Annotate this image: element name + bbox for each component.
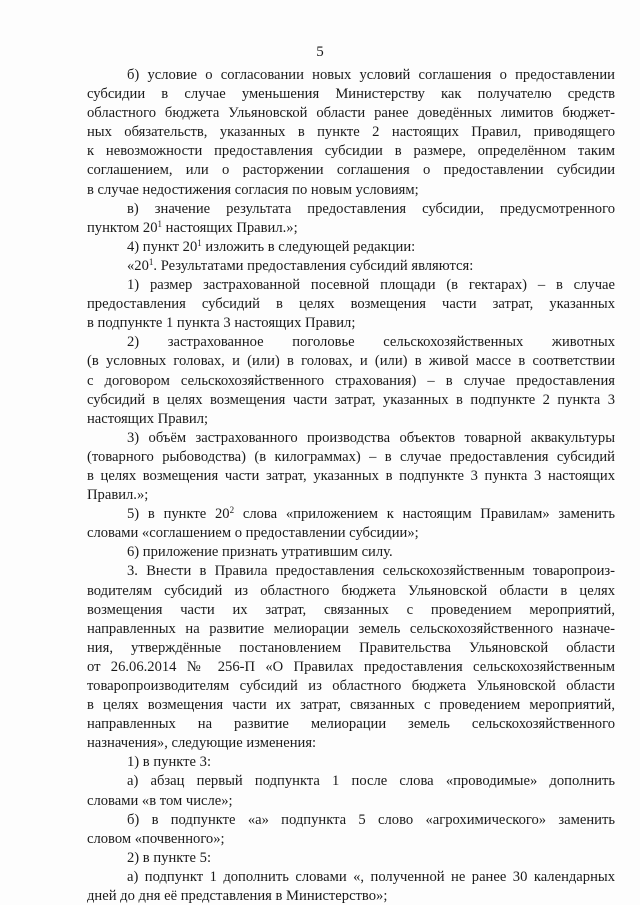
text-line: словами «соглашением о предоставлении субсидии»;: [87, 525, 419, 542]
text-line: (товарного рыбоводства) (в килограммах) – в случае предоставления субсидий: [87, 448, 615, 465]
page-number: 5: [316, 44, 324, 60]
paragraph: [87, 276, 615, 333]
text-line: 6) приложение признать утратившим силу.: [127, 544, 393, 561]
text-line: 1) в пункте 3:: [127, 754, 212, 771]
text-line: областного бюджета Ульяновской области ранее доведённых лимитов бюджет-: [87, 105, 615, 122]
text-line: субсидии в случае уменьшения Министерству как получателю средств: [87, 86, 615, 103]
text-line: в) значение результата предоставления субсидии, предусмотренного: [127, 200, 615, 217]
text-line: в случае недостижения согласия по новым условиям;: [87, 181, 419, 198]
text-line: словом «почвенного»;: [87, 830, 225, 847]
paragraph: [87, 562, 615, 753]
text-line: а) абзац первый подпункта 1 после слова «проводимые» дополнить: [127, 773, 615, 790]
paragraph: [87, 429, 615, 505]
text-line: к невозможности предоставления субсидии в размере, определённом таким: [87, 143, 615, 160]
text-line: настоящих Правил;: [87, 410, 209, 427]
text-line: водителям субсидий из областного бюджета Ульяновской области в целях: [87, 582, 615, 599]
text-line: а) подпункт 1 дополнить словами «, полученной не ранее 30 календарных: [127, 868, 615, 885]
paragraph: [87, 66, 615, 200]
paragraph: [87, 868, 615, 905]
paragraph: [87, 543, 615, 562]
text-line: в целях возмещения части их затрат, связанных с проведением мероприятий,: [87, 697, 615, 714]
paragraph: [87, 849, 615, 868]
text-line: «$20^1$. Результатами предоставления субсидий являются:: [127, 256, 474, 274]
text-line: дней до дня её представления в Министерство»;: [87, 888, 388, 905]
text-line: б) в подпункте «а» подпункта 5 слово «агрохимического» заменить: [127, 811, 615, 828]
paragraph: [87, 238, 615, 257]
text-line: пунктом $20^1$ настоящих Правил.»;: [87, 218, 298, 236]
text-line: ния, утверждённые постановлением Правительства Ульяновской области: [87, 639, 615, 656]
document-body: [87, 66, 615, 905]
paragraph: [87, 505, 615, 543]
text-line: 5) в пункте $20^2$ слова «приложением к настоящим Правилам» заменить: [127, 505, 615, 523]
text-line: предоставления субсидий в целях возмещения части затрат, указанных: [87, 296, 615, 313]
text-line: субсидий в целях возмещения части затрат, указанных в подпункте 2 пункта 3: [87, 391, 615, 408]
text-line: б) условие о согласовании новых условий соглашения о предоставлении: [127, 67, 615, 83]
text-line: с договором сельскохозяйственного страхования) – в случае предоставления: [87, 372, 615, 389]
paragraph: [87, 333, 615, 428]
text-line: 3. Внести в Правила предоставления сельскохозяйственным товаропроиз-: [127, 563, 615, 580]
text-line: ных обязательств, указанных в пункте 2 настоящих Правил, приводящего: [87, 124, 615, 141]
text-line: соглашением, или о расторжении соглашения о предоставлении субсидии: [87, 162, 615, 179]
text-line: словами «в том числе»;: [87, 792, 233, 809]
text-line: 3) объём застрахованного производства объектов товарной аквакультуры: [127, 429, 615, 446]
text-line: Правил.»;: [87, 487, 149, 504]
text-line: (в условных головах, и (или) в головах, и (или) в живой массе в соответствии: [87, 353, 615, 370]
text-line: 4) пункт $20^1$ изложить в следующей редакции:: [127, 237, 416, 255]
text-line: возмещения части их затрат, связанных с проведением мероприятий,: [87, 601, 615, 618]
text-line: направленных на развитие мелиорации земель сельскохозяйственного: [87, 716, 615, 733]
paragraph: [87, 753, 615, 772]
text-line: 2) застрахованное поголовье сельскохозяйственных животных: [127, 334, 615, 351]
text-line: направленных на развитие мелиорации земель сельскохозяйственного назначе-: [87, 620, 615, 637]
paragraph: [87, 200, 615, 238]
text-line: от 26.06.2014 № 256-П «О Правилах предоставления сельскохозяйственным: [87, 658, 615, 675]
text-line: в подпункте 1 пункта 3 настоящих Правил;: [87, 315, 356, 332]
paragraph: [87, 772, 615, 810]
text-line: 2) в пункте 5:: [127, 849, 212, 866]
text-line: назначения», следующие изменения:: [87, 735, 317, 752]
text-line: в целях возмещения части затрат, указанных в подпункте 3 пункта 3 настоящих: [87, 467, 615, 484]
text-line: 1) размер застрахованной посевной площади (в гектарах) – в случае: [127, 277, 615, 294]
paragraph: [87, 257, 615, 276]
text-line: товаропроизводителям субсидий из областного бюджета Ульяновской области: [87, 678, 615, 694]
paragraph: [87, 811, 615, 849]
